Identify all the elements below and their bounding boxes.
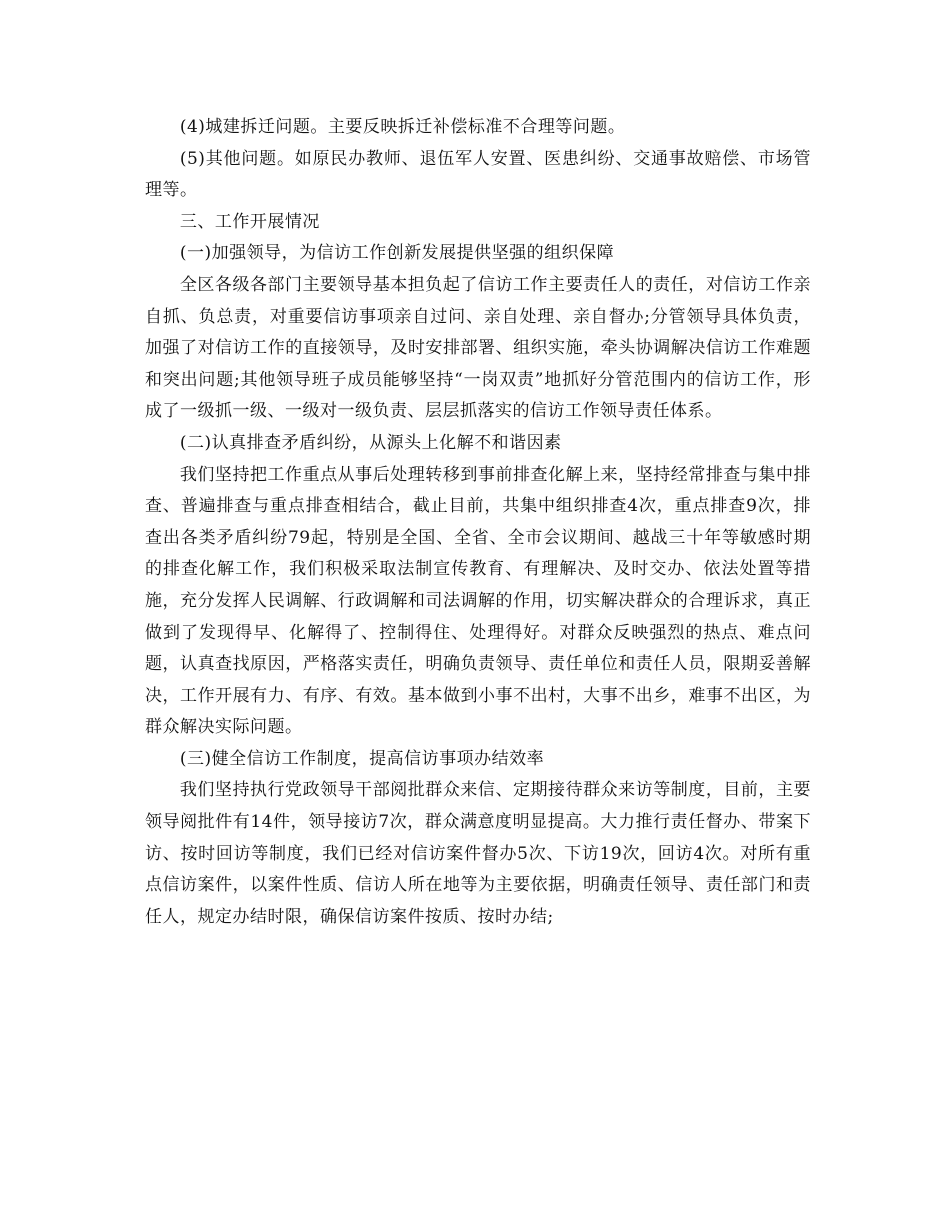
subsection-heading-3: (三)健全信访工作制度，提高信访事项办结效率: [179, 748, 545, 769]
paragraph-dispute-screening: 我们坚持把工作重点从事后处理转移到事前排查化解上来，坚持经常排查与集中排查、普遍排查与重点排查相结合，截止目前，共集中组织排查4次，重点排查9次，排查出各类矛盾纠纷79起，特别是全国、全省、全市会议期间、越战三十年等敏感时期的排查化解工作，我们积极采取法制宣传教育、有理解决、及时交办、依法处置等措施，充分发挥人民调解、行政调解和司法调解的作用，切实解决群众的合理诉求，真正做到了发现得早、化解得了、控制得住、处理得好。对群众反映强烈的热点、难点问题，认真查找原因，严格落实责任，明确负责领导、责任单位和责任人员，限期妥善解决，工作开展有力、有序、有效。基本做到小事不出村，大事不出乡，难事不出区，为群众解决实际问题。: [145, 464, 811, 738]
subsection-heading-1: (一)加强领导，为信访工作创新发展提供坚强的组织保障: [179, 243, 615, 264]
document-body: [145, 112, 811, 933]
paragraph-item-5: (5)其他问题。如原民办教师、退伍军人安置、医患纠纷、交通事故赔偿、市场管理等。: [145, 148, 811, 201]
paragraph-leadership: 全区各级各部门主要领导基本担负起了信访工作主要责任人的责任，对信访工作亲自抓、负总责，对重要信访事项亲自过问、亲自处理、亲自督办;分管领导具体负责，加强了对信访工作的直接领导，及时安排部署、组织实施，牵头协调解决信访工作难题和突出问题;其他领导班子成员能够坚持“一岗双责”地抓好分管范围内的信访工作，形成了一级抓一级、一级对一级负责、层层抓落实的信访工作领导责任体系。: [145, 274, 811, 422]
subsection-heading-2: (二)认真排查矛盾纠纷，从源头上化解不和谐因素: [179, 432, 562, 453]
section-heading-work-progress: 三、工作开展情况: [179, 211, 320, 232]
paragraph-item-4: (4)城建拆迁问题。主要反映拆迁补偿标准不合理等问题。: [179, 117, 626, 137]
paragraph-petition-system: 我们坚持执行党政领导干部阅批群众来信、定期接待群众来访等制度，目前，主要领导阅批件有14件，领导接访7次，群众满意度明显提高。大力推行责任督办、带案下访、按时回访等制度，我们已经对信访案件督办5次、下访19次，回访4次。对所有重点信访案件，以案件性质、信访人所在地等为主要依据，明确责任领导、责任部门和责任人，规定办结时限，确保信访案件按质、按时办结;: [145, 780, 811, 927]
